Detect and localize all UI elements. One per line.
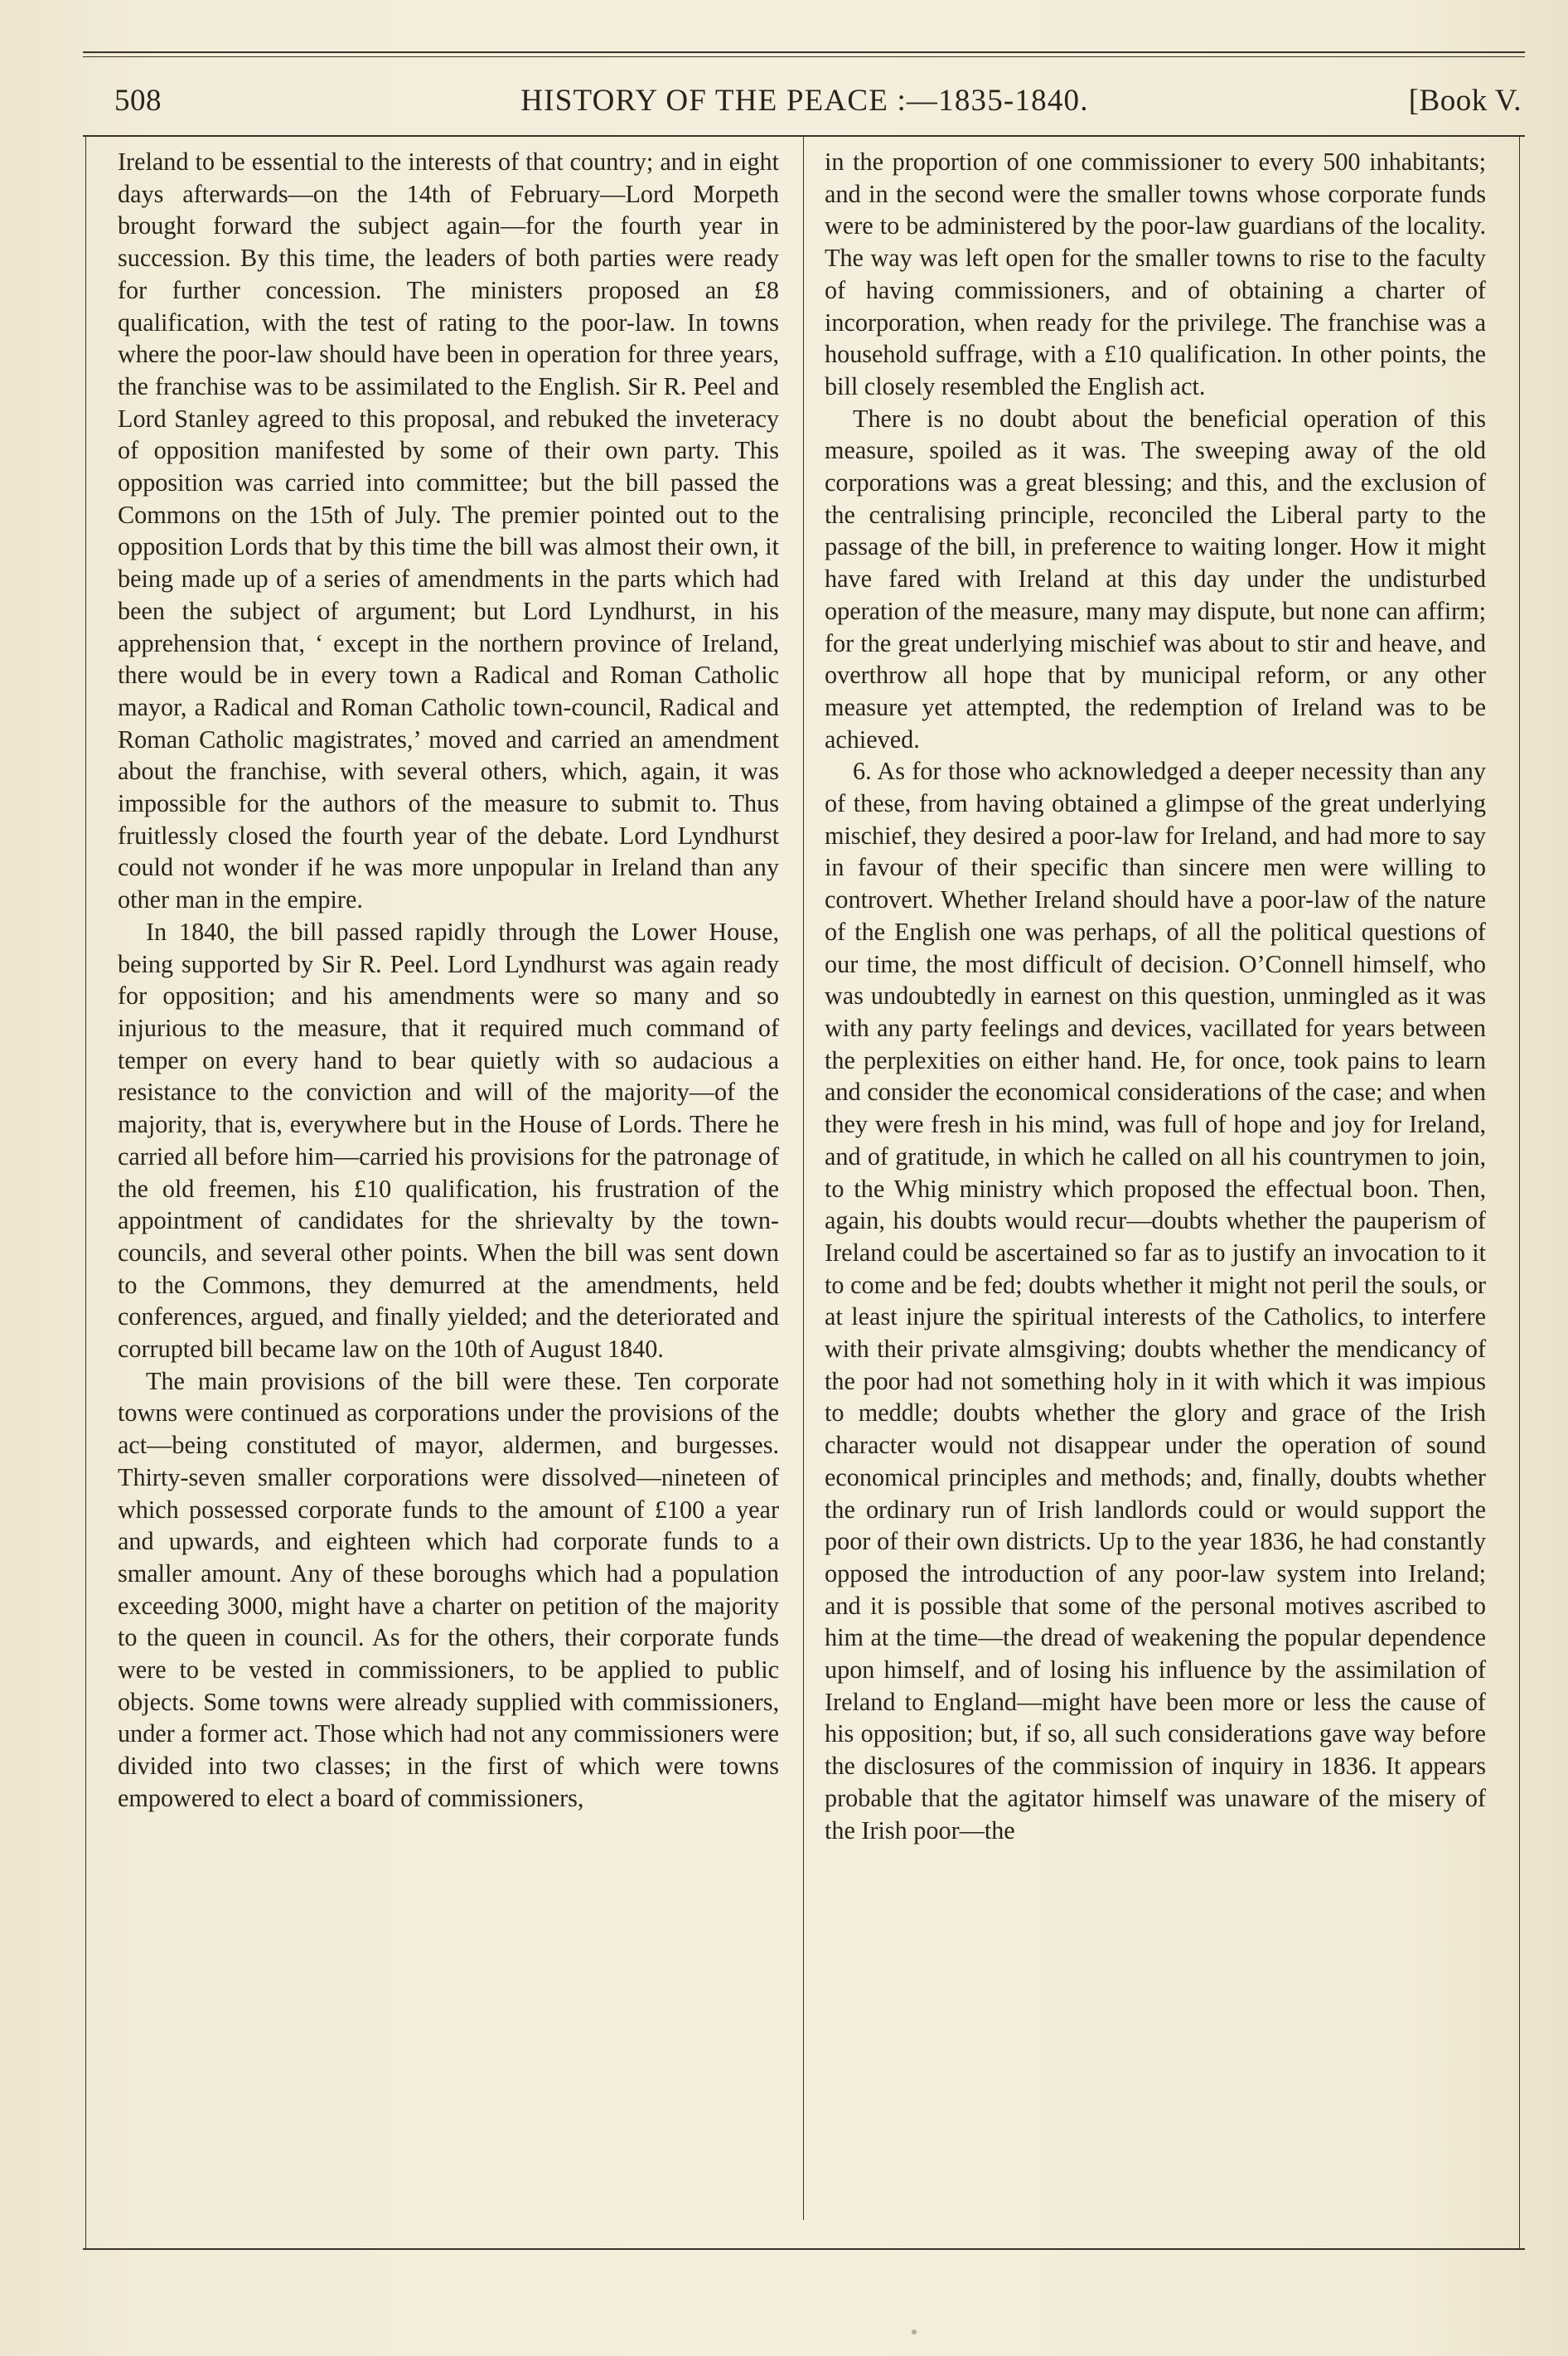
page-number: 508 — [114, 84, 162, 118]
paragraph: Ireland to be essential to the interests of that country; and in eight days afterwards—on the 14th of February—Lord Morpeth brought forward the subject again—for the fourth year in succession. By this time, the leaders of both parties were ready for further concession. The ministers proposed an £8 qualification, with the test of rating to the poor-law. In towns where the poor-law should have been in operation for three years, the franchise was to be assimilated to the English. Sir R. Peel and Lord Stanley agreed to this proposal, and rebuked the inveteracy of opposition manifested by some of their own party. This opposition was carried into committee; but the bill passed the Commons on the 15th of July. The premier pointed out to the opposition Lords that by this time the bill was almost their own, it being made up of a series of amendments in the parts which had been the subject of argument; but Lord Lyndhurst, in his apprehension that, ‘ except in the northern province of Ireland, there would be in every town a Radical and Roman Catholic mayor, a Radical and Roman Catholic town-council, Radical and Roman Catholic magistrates,’ moved and carried an amendment about the franchise, with several others, which, again, it was impossible for the authors of the measure to submit to. Thus fruitlessly closed the fourth year of the debate. Lord Lyndhurst could not wonder if he was more unpopular in Ireland than any other man in the empire. — [118, 148, 779, 914]
paragraph: The main provisions of the bill were these. Ten corporate towns were continued as corporations under the provisions of the act—being constituted of mayor, aldermen, and burgesses. Thirty-seven smaller corporations were dissolved—nineteen of which possessed corporate funds to the amount of £100 a year and upwards, and eighteen which had corporate funds to a smaller amount. Any of these boroughs which had a population exceeding 3000, might have a charter on petition of the majority to the queen in council. As for the others, their corporate funds were to be vested in commissioners, to be applied to public objects. Some towns were already supplied with commissioners, under a former act. Those which had not any commissioners were divided into two classes; in the first of which were towns empowered to elect a board of commissioners, — [118, 1366, 779, 1812]
paper-speck — [912, 2329, 917, 2334]
top-rule — [83, 51, 1525, 57]
bottom-rule — [83, 2248, 1525, 2252]
paragraph: 6. As for those who acknowledged a deeper necessity than any of these, from having obtained a glimpse of the great underlying mischief, they desired a poor-law for Ireland, and had more to say in favour of their specific than sincere men were willing to controvert. Whether Ireland should have a poor-law of the nature of the English one was perhaps, of all the political questions of our time, the most difficult of decision. O’Connell himself, who was undoubtedly in earnest on this question, unmingled as it was with any party feelings and devices, vacillated for years between the perplexities on either hand. He, for once, took pains to learn and consider the economical considerations of the case; and when they were fresh in his mind, was full of hope and joy for Ireland, and of gratitude, in which he called on all his countrymen to join, to the Whig ministry which proposed the effectual boon. Then, again, his doubts would recur—doubts whether the pauperism of Ireland could be ascertained so far as to justify an invocation to it to come and be fed; doubts whether it might not peril the souls, or at least injure the spiritual interests of the Catholics, to interfere with their private almsgiving; doubts whether the mendicancy of the poor had not something holy in it with which it was impious to meddle; doubts whether the glory and grace of the Irish character would not disappear under the operation of sound economical principles and methods; and, finally, doubts whether the ordinary run of Irish landlords could or would support the poor of their own districts. Up to the year 1836, he had constantly opposed the introduction of any poor-law system into Ireland; and it is possible that some of the personal motives ascribed to him at the time—the dread of weakening the popular dependence upon himself, and of losing his influence by the assimilation of Ireland to England—might have been more or less the cause of his opposition; but, if so, all such considerations gave way before the disclosures of the commission of inquiry in 1836. It appears probable that the agitator himself was unaware of the misery of the Irish poor—the — [825, 757, 1486, 1845]
right-column — [825, 146, 1486, 1846]
running-title: HISTORY OF THE PEACE :—1835-1840. — [520, 84, 1089, 118]
paragraph: in the proportion of one commissioner to every 500 inhabitants; and in the second were the smaller towns whose corporate funds were to be administered by the poor-law guardians of the locality. The way was left open for the smaller towns to rise to the faculty of having commissioners, and of obtaining a charter of incorporation, when ready for the privilege. The franchise was a household suffrage, with a £10 qualification. In other points, the bill closely resembled the English act. — [825, 148, 1486, 400]
left-column — [118, 146, 779, 1815]
paragraph: In 1840, the bill passed rapidly through the Lower House, being supported by Sir R. Peel. Lord Lyndhurst was again ready for opposition; and his amendments were so many and so injurious to the measure, that it required much command of temper on every hand to bear quietly with so audacious a resistance to the conviction and will of the majority—of the majority, that is, everywhere but in the House of Lords. There he carried all before him—carried his provisions for the patronage of the old freemen, his £10 qualification, his frustration of the appointment of candidates for the shrievalty by the town-councils, and several other points. When the bill was sent down to the Commons, they demurred at the amendments, held conferences, argued, and finally yielded; and the deteriorated and corrupted bill became law on the 10th of August 1840. — [118, 917, 779, 1364]
paragraph: There is no doubt about the beneficial operation of this measure, spoiled as it was. The sweeping away of the old corporations was a great blessing; and this, and the exclusion of the centralising principle, reconciled the Liberal party to the passage of the bill, in preference to waiting longer. How it might have fared with Ireland at this day under the undisturbed operation of the measure, many may dispute, but none can affirm; for the great underlying mischief was about to stir and heave, and overthrow all hope that by municipal reform, or any other measure yet attempted, the redemption of Ireland was to be achieved. — [825, 404, 1486, 754]
book-label: [Book V. — [1408, 84, 1522, 118]
column-divider — [803, 137, 804, 2220]
left-frame-rule — [85, 137, 86, 2249]
running-header — [88, 83, 1522, 133]
header-rule — [83, 135, 1525, 139]
right-frame-rule — [1519, 137, 1520, 2249]
